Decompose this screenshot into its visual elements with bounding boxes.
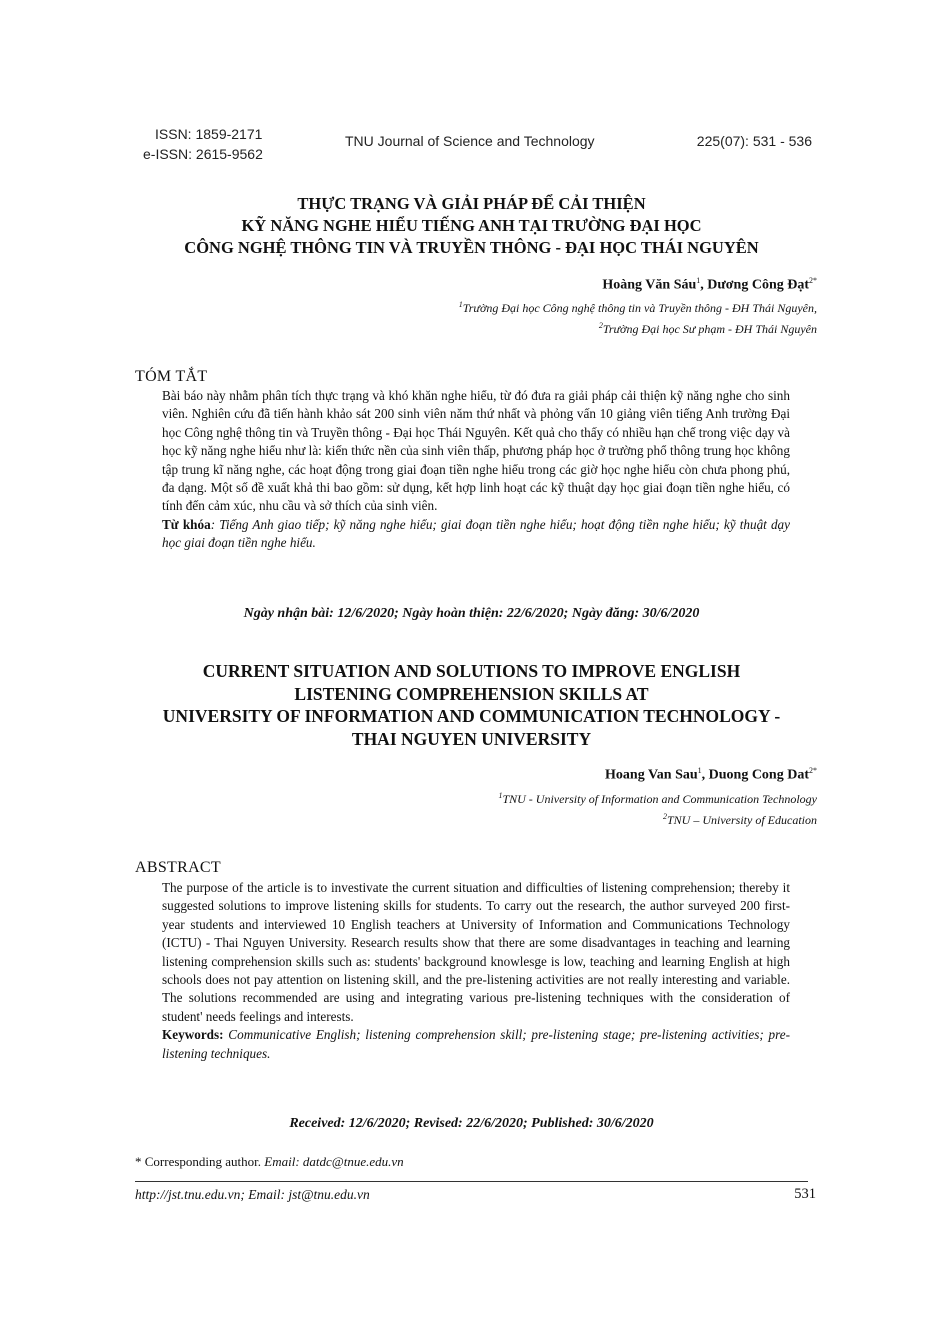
vn-title-line: THỰC TRẠNG VÀ GIẢI PHÁP ĐỂ CẢI THIỆN <box>297 194 646 213</box>
journal-name: TNU Journal of Science and Technology <box>345 133 595 149</box>
affiliation-line <box>459 317 817 338</box>
footer-divider <box>135 1181 808 1182</box>
author-name: Hoàng Văn Sáu <box>602 277 697 293</box>
affil-text: Trường Đại học Công nghệ thông tin và Truyền thông - ĐH Thái Nguyên, <box>462 301 817 315</box>
keywords-label: Keywords: <box>162 1027 224 1043</box>
vn-title <box>120 193 823 259</box>
affil-sup: 2 <box>598 321 603 330</box>
author-sup: 2* <box>809 766 817 775</box>
vn-abstract <box>162 387 790 553</box>
author-name: , Duong Cong Dat <box>701 767 809 783</box>
keywords-label: Từ khóa <box>162 516 211 532</box>
footnote-label: * Corresponding author. <box>135 1154 262 1169</box>
en-dates: Received: 12/6/2020; Revised: 22/6/2020; Published: 30/6/2020 <box>289 1116 654 1131</box>
corresponding-author-note <box>135 1154 404 1170</box>
en-title-line: THAI NGUYEN UNIVERSITY <box>351 728 592 749</box>
en-abstract-heading: ABSTRACT <box>135 859 221 876</box>
footnote-email: Email: datdc@tnue.edu.vn <box>261 1154 404 1169</box>
en-abstract-text: The purpose of the article is to investivate the current situation and difficulties of listening comprehension; thereby it suggested solutions to improve listening skills for students. To carry out the research, the author surveyed 200 first-year students and interviewed 10 English teachers at University of Information and Communications Technology (ICTU) - Thai Nguyen University. Research results show that there are some disadvantages in teaching and learning listening comprehension skills such as: students' background knowlesge is low, teaching and learning English at high schools does not pay attention on listening skill, and the pre-listening activities are not really interesting and variable. The solutions recommended are using and integrating various pre-listening techniques with the consideration of student' needs feelings and interests. <box>162 880 790 1024</box>
affil-sup: 1 <box>498 791 503 800</box>
author-name: , Dương Công Đạt <box>700 277 809 293</box>
vn-abstract-text: Bài báo này nhằm phân tích thực trạng và khó khăn nghe hiểu, từ đó đưa ra giải pháp cải thiện kỹ năng nghe cho sinh viên. Nghiên cứu đã tiến hành khảo sát 200 sinh viên năm thứ nhất và phỏng vấn 10 giảng viên tiếng Anh trường Đại học Công nghệ thông tin và Truyền thông - Đại học Thái Nguyên. Kết quả cho thấy có nhiều hạn chế trong việc dạy và học kỹ năng nghe hiểu như là: kiến thức nền của sinh viên thấp, phương pháp học ở trường phổ thông trung học không tập trung kĩ năng nghe, các hoạt động trong giai đoạn tiền nghe hiểu trong các giờ học nghe hiểu còn chưa phong phú, đa dạng. Một số đề xuất khả thi bao gồm: sử dụng, kết hợp linh hoạt các kỹ thuật dạy học giai đoạn tiền nghe hiểu, có tính đến cảm xúc, nhu cầu và sở thích của sinh viên. <box>162 388 790 514</box>
en-title-line: UNIVERSITY OF INFORMATION AND COMMUNICATION TECHNOLOGY - <box>162 706 781 726</box>
author-sup: 1 <box>697 766 702 775</box>
eissn-label: e-ISSN: 2615-9562 <box>143 146 263 162</box>
en-title-line: LISTENING COMPREHENSION SKILLS AT <box>294 683 649 704</box>
vn-title-line: KỸ NĂNG NGHE HIỂU TIẾNG ANH TẠI TRƯỜNG ĐẠI HỌC <box>241 216 702 235</box>
author-sup: 1 <box>696 276 701 285</box>
affiliation-line <box>498 808 817 829</box>
author-name: Hoang Van Sau <box>605 767 698 783</box>
vn-affiliations <box>459 296 817 338</box>
affil-text: Trường Đại học Sư phạm - ĐH Thái Nguyên <box>602 322 817 336</box>
vn-keywords <box>162 516 790 553</box>
page-number: 531 <box>794 1186 816 1202</box>
vn-title-line: CÔNG NGHỆ THÔNG TIN VÀ TRUYỀN THÔNG - ĐẠI HỌC THÁI NGUYÊN <box>184 238 759 257</box>
vn-dates: Ngày nhận bài: 12/6/2020; Ngày hoàn thiện: 22/6/2020; Ngày đăng: 30/6/2020 <box>243 606 700 621</box>
en-abstract <box>162 879 790 1063</box>
affiliation-line <box>498 787 817 808</box>
footer-links: http://jst.tnu.edu.vn; Email: jst@tnu.edu.vn <box>135 1187 370 1202</box>
keywords-text: : Tiếng Anh giao tiếp; kỹ năng nghe hiểu; giai đoạn tiền nghe hiểu; hoạt động tiền nghe hiểu; kỹ thuật dạy học giai đoạn tiền nghe hiểu. <box>162 516 790 551</box>
en-title-line: CURRENT SITUATION AND SOLUTIONS TO IMPROVE ENGLISH <box>202 661 741 681</box>
keywords-text: Communicative English; listening comprehension skill; pre-listening stage; pre-listening activities; pre-listening techniques. <box>162 1027 790 1061</box>
author-sup: 2* <box>809 276 817 285</box>
affil-sup: 2 <box>663 812 667 821</box>
affil-text: TNU – University of Education <box>667 813 817 827</box>
affiliation-line <box>459 296 817 317</box>
en-authors <box>605 766 817 784</box>
affil-text: TNU - University of Information and Communication Technology <box>502 792 817 806</box>
volume-pages: 225(07): 531 - 536 <box>696 133 812 149</box>
issn-label: ISSN: 1859-2171 <box>155 126 263 142</box>
vn-abstract-heading: TÓM TẮT <box>135 368 208 385</box>
en-title <box>110 660 833 750</box>
vn-authors <box>602 276 817 294</box>
en-affiliations <box>498 787 817 829</box>
en-keywords <box>162 1026 790 1063</box>
affil-sup: 1 <box>458 300 463 309</box>
